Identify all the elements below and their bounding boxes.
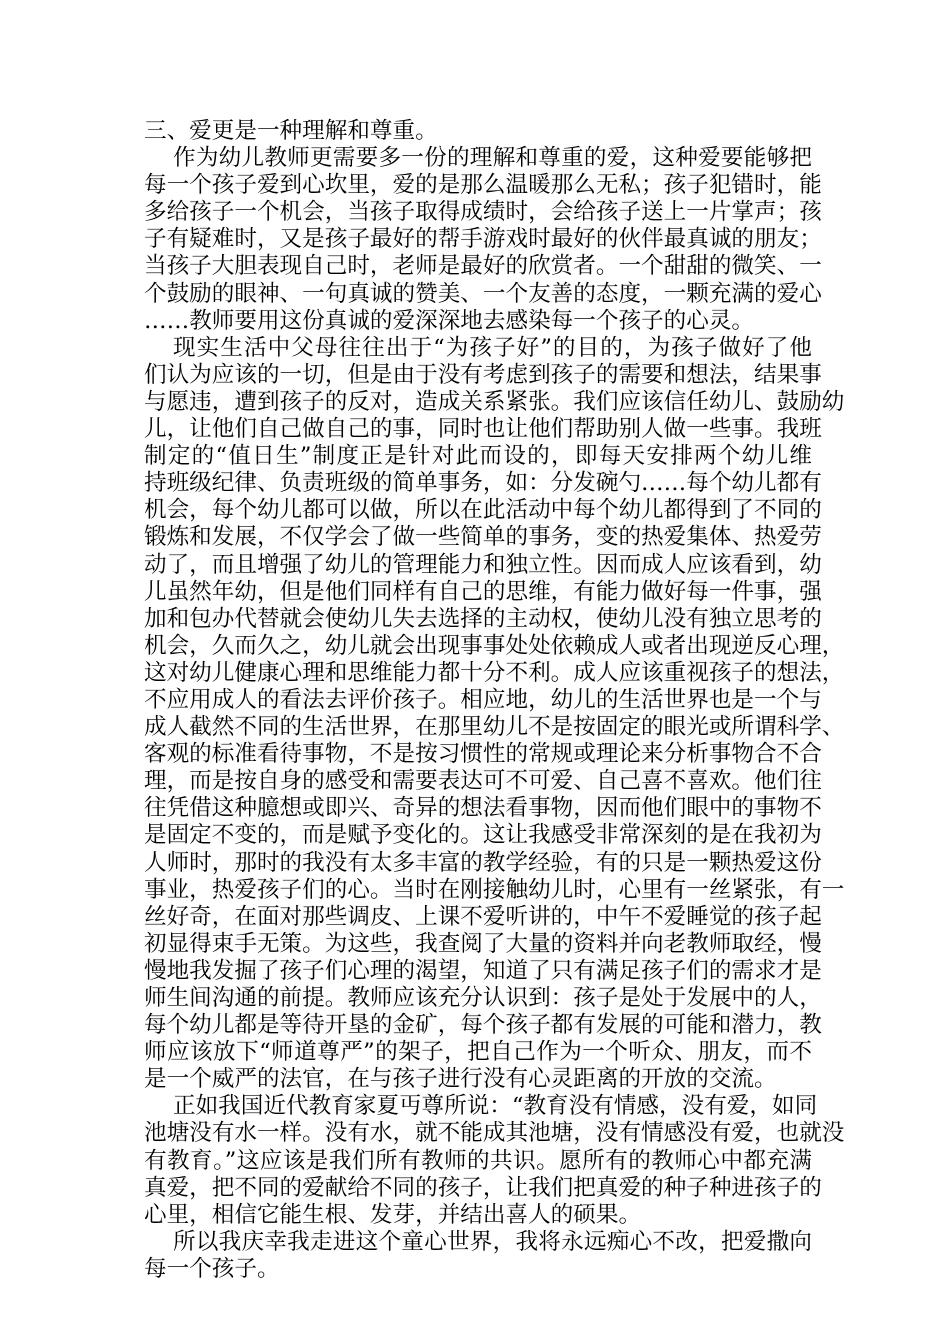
paragraph-1	[144, 145, 822, 335]
text-line: 理，而是按自身的感受和需要表达可不可爱、自己喜不喜欢。他们往	[144, 768, 822, 795]
text-line: 制定的“值日生”制度正是针对此而设的，即每天安排两个幼儿维	[144, 443, 812, 470]
text-line: 正如我国近代教育家夏丏尊所说：“教育没有情感，没有爱，如同	[173, 1093, 818, 1120]
text-line: 机会，每个幼儿都可以做，所以在此活动中每个幼儿都得到了不同的	[144, 497, 822, 524]
text-line: 们认为应该的一切，但是由于没有考虑到孩子的需要和想法，结果事	[144, 361, 822, 388]
paragraph-4	[144, 1229, 812, 1283]
text-line: 初显得束手无策。为这些，我查阅了大量的资料并向老教师取经，慢	[144, 930, 822, 957]
section-heading: 三、爱更是一种理解和尊重。	[144, 118, 438, 144]
text-line: 客观的标准看待事物，不是按习惯性的常规或理论来分析事物合不合	[144, 741, 822, 768]
text-line: 当孩子大胆表现自己时，老师是最好的欣赏者。一个甜甜的微笑、一	[144, 253, 822, 280]
text-line: 真爱，把不同的爱献给不同的孩子，让我们把真爱的种子种进孩子的	[144, 1174, 822, 1201]
text-line: 子有疑难时，又是孩子最好的帮手游戏时最好的伙伴最真诚的朋友；	[144, 226, 822, 253]
text-line: 每一个孩子爱到心坎里，爱的是那么温暖那么无私；孩子犯错时，能	[144, 172, 822, 199]
text-line: 事业，热爱孩子们的心。当时在刚接触幼儿时，心里有一丝紧张，有一	[144, 876, 845, 903]
text-line: 不应用成人的看法去评价孩子。相应地，幼儿的生活世界也是一个与	[144, 686, 822, 713]
text-line: 作为幼儿教师更需要多一份的理解和尊重的爱，这种爱要能够把	[173, 145, 812, 172]
text-line: 多给孩子一个机会，当孩子取得成绩时，会给孩子送上一片掌声；孩	[144, 199, 822, 226]
paragraph-3	[144, 1093, 845, 1228]
paragraph-2	[144, 334, 845, 1094]
text-line: 人师时，那时的我没有太多丰富的教学经验，有的只是一颗热爱这份	[144, 849, 822, 876]
text-line: 机会，久而久之，幼儿就会出现事事处处依赖成人或者出现逆反心理，	[144, 632, 845, 659]
text-line: 慢地我发掘了孩子们心理的渴望，知道了只有满足孩子们的需求才是	[144, 957, 822, 984]
text-line: 加和包办代替就会使幼儿失去选择的主动权，使幼儿没有独立思考的	[144, 605, 822, 632]
text-line: 这对幼儿健康心理和思维能力都十分不利。成人应该重视孩子的想法，	[144, 659, 845, 686]
text-line: 个鼓励的眼神、一句真诚的赞美、一个友善的态度，一颗充满的爱心	[144, 280, 822, 307]
text-line: 成人截然不同的生活世界，在那里幼儿不是按固定的眼光或所谓科学、	[144, 714, 845, 741]
text-line: 池塘没有水一样。没有水，就不能成其池塘，没有情感没有爱，也就没	[144, 1120, 845, 1147]
text-line: 动了，而且增强了幼儿的管理能力和独立性。因而成人应该看到，幼	[144, 551, 822, 578]
text-line: 儿，让他们自己做自己的事，同时也让他们帮助别人做一些事。我班	[144, 416, 822, 443]
text-line: 师应该放下“师道尊严”的架子，把自己作为一个听众、朋友，而不	[144, 1039, 812, 1066]
text-line: 心里，相信它能生根、发芽，并结出喜人的硕果。	[144, 1201, 642, 1228]
text-line: 锻炼和发展，不仅学会了做一些简单的事务，变的热爱集体、热爱劳	[144, 524, 822, 551]
text-line: 是一个威严的法官，在与孩子进行没有心灵距离的开放的交流。	[144, 1066, 777, 1093]
text-line: 现实生活中父母往往出于“为孩子好”的目的，为孩子做好了他	[173, 334, 812, 361]
text-line: 所以我庆幸我走进这个童心世界，我将永远痴心不改，把爱撒向	[173, 1228, 812, 1255]
text-line: 持班级纪律、负责班级的简单事务，如：分发碗勺……每个幼儿都有	[144, 470, 822, 497]
text-line: 儿虽然年幼，但是他们同样有自己的思维，有能力做好每一件事，强	[144, 578, 822, 605]
text-line: 丝好奇，在面对那些调皮、上课不爱听讲的，中午不爱睡觉的孩子起	[144, 903, 822, 930]
text-line: 师生间沟通的前提。教师应该充分认识到：孩子是处于发展中的人，	[144, 985, 822, 1011]
document-page	[144, 118, 845, 1283]
text-line: 是固定不变的，而是赋予变化的。这让我感受非常深刻的是在我初为	[144, 822, 822, 849]
text-line: 每一个孩子。	[144, 1255, 280, 1282]
text-line: 每个幼儿都是等待开垦的金矿，每个孩子都有发展的可能和潜力，教	[144, 1012, 822, 1039]
text-line: 有教育。”这应该是我们所有教师的共识。愿所有的教师心中都充满	[144, 1147, 812, 1174]
text-line: 往凭借这种臆想或即兴、奇异的想法看事物，因而他们眼中的事物不	[144, 795, 822, 822]
text-line: ……教师要用这份真诚的爱深深地去感染每一个孩子的心灵。	[144, 307, 755, 334]
text-line: 与愿违，遭到孩子的反对，造成关系紧张。我们应该信任幼儿、鼓励幼	[144, 388, 845, 415]
